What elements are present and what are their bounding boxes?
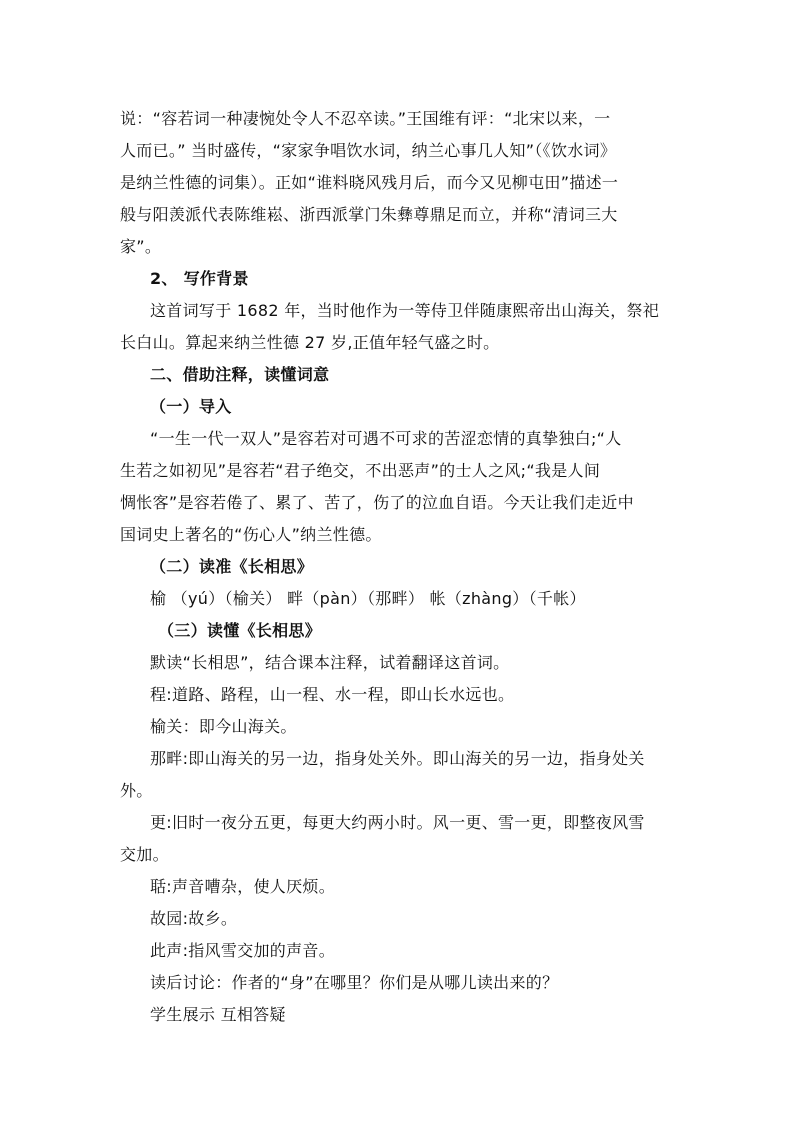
intro-line: 人而已。” 当时盛传，“家家争唱饮水词，纳兰心事几人知”（《饮水词》 [120,141,617,160]
annotation-line: 榆关：即今山海关。 [150,717,297,736]
intro-paragraph-line: 生若之如初见”是容若“君子绝交，不出恶声”的士人之风;“我是人间 [120,461,601,480]
discussion-line: 读后讨论：作者的“身”在哪里？你们是从哪儿读出来的？ [150,973,559,992]
student-activity-line: 学生展示 互相答疑 [150,1005,286,1024]
annotation-line: 更:旧时一夜分五更，每更大约两小时。风一更、雪一更，即整夜风雪 [150,813,645,832]
intro-line: 般与阳羡派代表陈维崧、浙西派掌门朱彝尊鼎足而立，并称“清词三大 [120,205,618,224]
background-line: 长白山。算起来纳兰性德 27 岁,正值年轻气盛之时。 [120,333,500,352]
intro-paragraph-line: 惆怅客”是容若倦了、累了、苦了，伤了的泣血自语。今天让我们走近中 [120,493,634,512]
pronunciation-line: 榆 （yú）（榆关） 畔（pàn）（那畔） 帐（zhàng）（千帐） [150,589,586,608]
intro-line: 是纳兰性德的词集）。正如“谁料晓风残月后，而今又见柳屯田”描述一 [120,173,619,192]
annotation-line: 聒:声音嘈杂，使人厌烦。 [150,877,335,896]
annotation-line: 交加。 [120,845,169,864]
section-heading: 二、借助注释，读懂词意 [150,365,330,384]
subsection-heading-intro: （一）导入 [150,397,232,416]
background-heading: 2、 写作背景 [150,269,249,288]
annotation-line: 那畔:即山海关的另一边，指身处关外。即山海关的另一边，指身处关 [150,749,645,768]
intro-paragraph-line: “一生一代一双人”是容若对可遇不可求的苦涩恋情的真挚独白;“人 [150,429,622,448]
subsection-heading-understand: （三）读懂《长相思》 [158,621,322,640]
background-line: 这首词写于 1682 年，当时他作为一等侍卫伴随康熙帝出山海关，祭祀 [150,301,660,320]
annotation-line: 程:道路、路程，山一程、水一程，即山长水远也。 [150,685,515,704]
annotation-line: 故园:故乡。 [150,909,238,928]
annotation-line: 此声:指风雪交加的声音。 [150,941,335,960]
intro-paragraph-line: 国词史上著名的“伤心人”纳兰性德。 [120,525,382,544]
annotation-line: 默读“长相思”，结合课本注释，试着翻译这首词。 [150,653,510,672]
annotation-line: 外。 [120,781,153,800]
intro-line: 家”。 [120,237,162,256]
subsection-heading-pronounce: （二）读准《长相思》 [150,557,314,576]
intro-line: 说：“容若词一种凄惋处令人不忍卒读。”王国维有评：“北宋以来，一 [120,109,611,128]
